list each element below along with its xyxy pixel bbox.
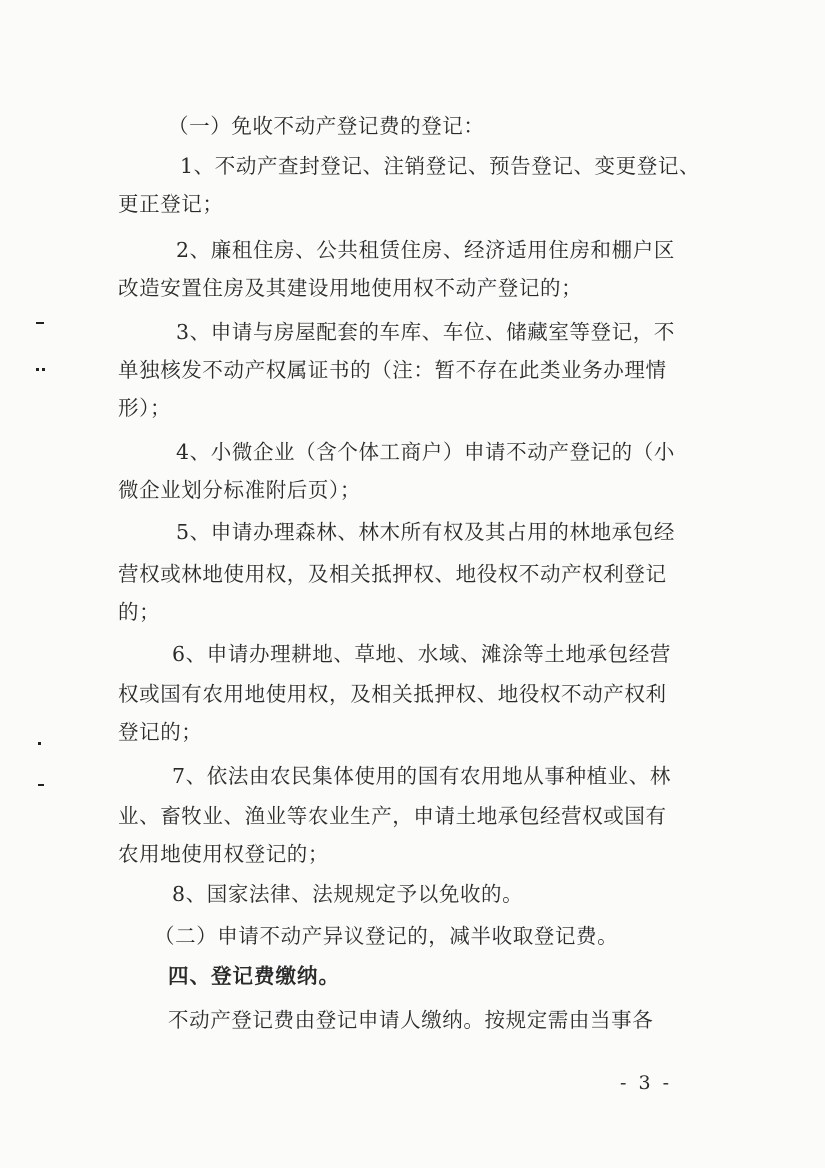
item-7-line-3: 农用地使用权登记的； <box>118 842 329 866</box>
item-4-line-2: 微企业划分标准附后页）； <box>118 478 361 502</box>
item-4-line-1: 4、小微企业（含个体工商户）申请不动产登记的（小 <box>176 440 675 464</box>
item-5-line-2: 营权或林地使用权，及相关抵押权、地役权不动产权利登记 <box>118 562 667 586</box>
item-7-line-1: 7、依法由农民集体使用的国有农用地从事种植业、林 <box>172 764 671 788</box>
scan-mark <box>38 742 41 745</box>
item-6-line-3: 登记的； <box>118 720 203 744</box>
scan-mark <box>36 322 44 324</box>
page-number: - 3 - <box>620 1072 673 1094</box>
item-3-line-1: 3、申请与房屋配套的车库、车位、储藏室等登记，不 <box>176 320 675 344</box>
item-8-line-1: 8、国家法律、法规规定予以免收的。 <box>172 882 524 906</box>
item-1-line-2: 更正登记； <box>118 192 224 216</box>
section-one-heading: （一）免收不动产登记费的登记： <box>168 114 485 138</box>
item-5-line-3: 的； <box>118 600 161 624</box>
item-3-line-2: 单独核发不动产权属证书的（注：暂不存在此类业务办理情 <box>118 358 667 382</box>
item-2-line-1: 2、廉租住房、公共租赁住房、经济适用住房和棚户区 <box>176 238 675 262</box>
closing-paragraph: 不动产登记费由登记申请人缴纳。按规定需由当事各 <box>168 1008 654 1032</box>
section-two-text: （二）申请不动产异议登记的，减半收取登记费。 <box>154 924 619 948</box>
item-3-line-3: 形）； <box>118 396 172 420</box>
section-four-heading: 四、登记费缴纳。 <box>168 964 340 988</box>
item-6-line-1: 6、申请办理耕地、草地、水域、滩涂等土地承包经营 <box>172 642 671 666</box>
scan-mark <box>38 784 44 786</box>
item-2-line-2: 改造安置住房及其建设用地使用权不动产登记的； <box>118 276 583 300</box>
item-7-line-2: 业、畜牧业、渔业等农业生产，申请土地承包经营权或国有 <box>118 804 667 828</box>
item-5-line-1: 5、申请办理森林、林木所有权及其占用的林地承包经 <box>176 520 675 544</box>
item-6-line-2: 权或国有农用地使用权，及相关抵押权、地役权不动产权利 <box>118 682 667 706</box>
scan-mark <box>42 368 45 371</box>
item-1-line-1: 1、不动产查封登记、注销登记、预告登记、变更登记、 <box>180 154 701 178</box>
scan-mark <box>36 368 39 371</box>
